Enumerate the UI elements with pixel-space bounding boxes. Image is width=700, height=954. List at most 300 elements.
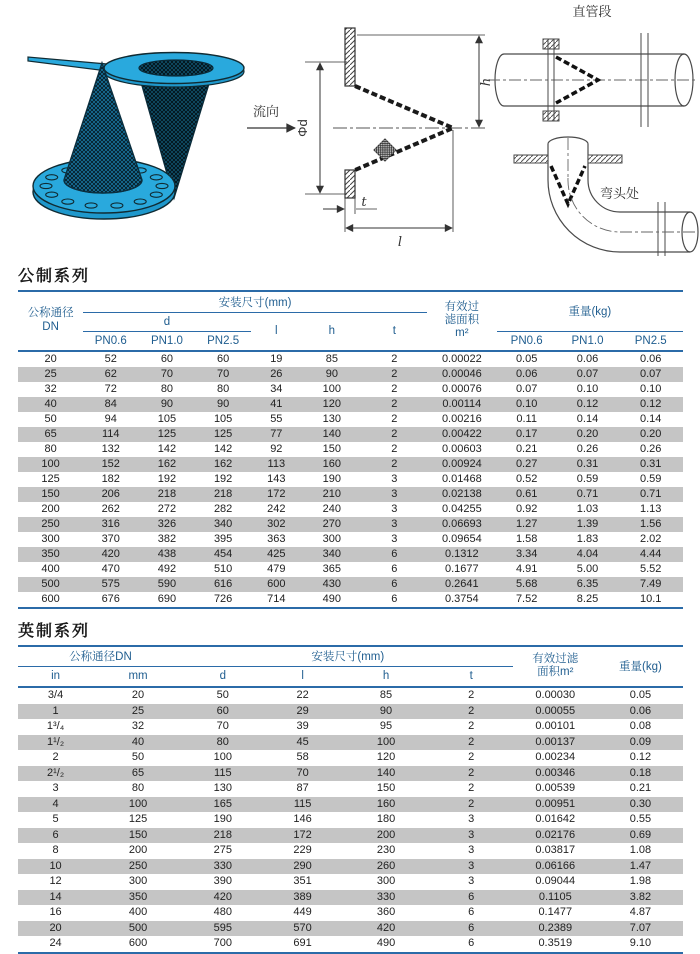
table-cell: 130	[322, 413, 342, 425]
table-row	[18, 874, 683, 890]
table-cell: 6	[468, 890, 475, 903]
table-cell: 3	[391, 473, 398, 485]
table-cell: 1	[52, 704, 59, 717]
table-cell: 0.00076	[441, 383, 482, 395]
table-cell: 0.10	[515, 398, 538, 410]
table-cell: 1.03	[576, 503, 599, 515]
table-cell: 242	[267, 503, 286, 515]
table-cell: 24	[49, 937, 62, 949]
table-cell: 150	[41, 488, 60, 500]
table-cell: 0.69	[629, 828, 652, 841]
table-cell: 676	[101, 593, 120, 605]
table-cell: 100	[41, 458, 60, 470]
table-cell: 470	[101, 563, 120, 575]
table-cell: 162	[213, 458, 233, 470]
table-cell: 92	[270, 443, 283, 455]
table-cell: 0.10	[640, 383, 662, 395]
table-cell: 9.10	[629, 937, 652, 949]
table-cell: 84	[104, 398, 117, 410]
table-cell: 65	[44, 428, 57, 440]
table-cell: 190	[213, 813, 232, 825]
table-row	[18, 797, 683, 813]
table-cell: 0.31	[640, 458, 662, 470]
table-cell: 20	[49, 921, 62, 934]
table-cell: 0.06	[618, 351, 683, 367]
table-cell: 0.26	[640, 443, 662, 455]
table-row	[18, 781, 683, 797]
table-cell: 0.1677	[445, 563, 479, 575]
table-cell: 80	[131, 782, 145, 794]
table-cell: 120	[322, 398, 342, 410]
table-row	[18, 890, 683, 906]
table-cell: 340	[322, 548, 342, 560]
metric-header-dn	[18, 291, 83, 351]
table-cell: 162	[157, 458, 177, 470]
table-cell: 2	[468, 751, 475, 763]
table-cell: 5.00	[576, 563, 599, 575]
table-cell: 132	[101, 443, 120, 455]
metric-header-d-pn25: PN2.5	[207, 334, 240, 347]
table-cell: 150	[128, 828, 148, 841]
table-cell: 0.05	[598, 687, 683, 704]
table-cell: 80	[160, 383, 174, 395]
table-row	[18, 577, 683, 592]
table-cell: 60	[138, 351, 195, 367]
ring-mesh-screen	[139, 60, 213, 76]
table-cell: 691	[293, 937, 312, 949]
table-cell: 60	[216, 704, 229, 717]
table-row	[18, 766, 683, 782]
metric-header-h: h	[328, 325, 336, 337]
table-cell: 3/4	[18, 687, 93, 704]
table-cell: 50	[44, 413, 57, 425]
table-cell: 3	[468, 844, 475, 856]
table-cell: 16	[49, 906, 62, 918]
table-cell: 2¹/₂	[47, 766, 65, 779]
cross-section-drawing	[235, 0, 493, 252]
table-cell: 0.11	[516, 413, 537, 425]
table-cell: 87	[296, 782, 309, 794]
table-cell: 2	[391, 443, 398, 455]
table-row	[18, 547, 683, 562]
table-cell: 210	[322, 488, 342, 500]
table-cell: 0.20	[640, 428, 662, 440]
cone-strainer-illustration	[12, 30, 247, 232]
illustration-band	[0, 0, 700, 258]
metric-header-d-pn10: PN1.0	[150, 334, 183, 347]
table-cell: 1.39	[576, 518, 599, 530]
table-cell: 20	[18, 351, 83, 367]
table-cell: 270	[322, 518, 342, 530]
table-cell: 4.04	[576, 548, 599, 560]
table-cell: 230	[376, 844, 396, 856]
table-cell: 3	[391, 533, 398, 545]
table-cell: 55	[270, 413, 283, 425]
table-cell: 3	[52, 782, 59, 794]
table-cell: 6.35	[576, 578, 599, 590]
table-cell: 95	[379, 720, 393, 732]
table-cell: 39	[296, 720, 309, 732]
flow-direction-label: 流向	[253, 104, 280, 119]
table-cell: 7.52	[515, 593, 538, 605]
table-cell: 10.1	[640, 593, 662, 605]
table-cell: 0.06	[629, 704, 652, 717]
table-row	[18, 487, 683, 502]
table-cell: 1³/₄	[46, 720, 65, 732]
elbow-label: 弯头处	[600, 186, 640, 201]
table-row	[18, 843, 683, 859]
imperial-header-weight: 重量(kg)	[619, 661, 662, 673]
table-cell: 2	[468, 720, 475, 732]
table-cell: 3	[468, 859, 475, 872]
table-cell: 0.00346	[535, 766, 576, 779]
table-row	[18, 921, 683, 937]
table-cell: 0.06	[515, 368, 538, 380]
table-cell: 272	[157, 503, 177, 515]
table-cell: 72	[104, 383, 117, 395]
table-cell: 25	[131, 704, 145, 717]
table-cell: 0.09	[629, 735, 652, 748]
table-cell: 0.21	[515, 443, 538, 455]
table-cell: 7.49	[640, 578, 662, 590]
table-cell: 0.00924	[441, 458, 482, 470]
table-cell: 0.00046	[441, 368, 482, 380]
table-cell: 85	[302, 351, 362, 367]
table-cell: 40	[44, 398, 57, 410]
table-cell: 282	[213, 503, 233, 515]
table-cell: 77	[270, 428, 283, 440]
table-cell: 0.2389	[538, 921, 573, 934]
table-cell: 1.83	[576, 533, 599, 545]
table-cell: 260	[376, 859, 396, 872]
table-cell: 0.14	[640, 413, 662, 425]
table-row	[18, 502, 683, 517]
table-cell: 90	[160, 398, 174, 410]
table-cell: 62	[104, 368, 117, 380]
table-cell: 229	[293, 844, 312, 856]
table-cell: 192	[213, 473, 233, 485]
table-cell: 2	[468, 766, 475, 779]
table-cell: 350	[41, 548, 60, 560]
table-cell: 0.3519	[538, 937, 573, 949]
table-cell: 330	[376, 890, 396, 903]
table-cell: 150	[322, 443, 342, 455]
table-cell: 70	[296, 766, 309, 779]
metric-header-area	[427, 291, 497, 351]
table-cell: 714	[267, 593, 286, 605]
table-cell: 363	[267, 533, 286, 545]
metric-header-w-pn25: PN2.5	[634, 334, 667, 347]
table-cell: 146	[293, 813, 312, 825]
table-cell: 0.14	[576, 413, 599, 425]
table-cell: 100	[128, 797, 148, 810]
metric-header-weight: 重量(kg)	[497, 291, 683, 332]
table-cell: 125	[213, 428, 233, 440]
table-cell: 3	[468, 813, 475, 825]
table-cell: 0.07	[576, 368, 599, 380]
table-cell: 65	[131, 766, 145, 779]
table-cell: 100	[322, 383, 342, 395]
imperial-series-title: 英制系列	[18, 623, 91, 640]
table-cell: 6	[391, 578, 398, 590]
table-row	[18, 859, 683, 875]
imperial-header-t: t	[469, 670, 473, 682]
table-cell: 0.71	[640, 488, 662, 500]
table-cell: 0.07	[640, 368, 662, 380]
table-cell: 160	[376, 797, 396, 810]
table-cell: 0.12	[629, 751, 652, 763]
table-cell: 125	[128, 813, 148, 825]
table-cell: 3.34	[515, 548, 538, 560]
table-cell: 90	[217, 398, 230, 410]
imperial-header-l: l	[301, 670, 304, 682]
table-cell: 0.55	[629, 813, 652, 825]
table-cell: 490	[322, 593, 342, 605]
table-cell: 8.25	[576, 593, 599, 605]
table-cell: 616	[213, 578, 233, 590]
table-cell: 0.00216	[441, 413, 482, 425]
table-row	[18, 427, 683, 442]
table-cell: 2	[391, 368, 398, 380]
metric-header-install: 安装尺寸(mm)	[83, 291, 427, 313]
table-cell: 60	[196, 351, 251, 367]
table-cell: 5.52	[640, 563, 662, 575]
table-row	[18, 735, 683, 751]
table-cell: 4.91	[515, 563, 538, 575]
table-row	[18, 562, 683, 577]
table-cell: 0.06166	[535, 859, 576, 872]
table-cell: 0.18	[629, 766, 652, 779]
table-cell: 206	[101, 488, 120, 500]
table-cell: 438	[157, 548, 177, 560]
table-cell: 250	[41, 518, 60, 530]
table-cell: 80	[216, 735, 229, 748]
table-cell: 600	[128, 937, 148, 949]
table-cell: 1¹/₂	[47, 735, 65, 748]
table-cell: 0.02138	[441, 488, 482, 500]
table-cell: 58	[296, 751, 309, 763]
table-cell: 2	[391, 428, 398, 440]
table-cell: 389	[293, 890, 312, 903]
imperial-header-mm: mm	[128, 670, 148, 682]
imperial-header-d: d	[219, 670, 226, 682]
h-label: h	[479, 77, 494, 87]
table-cell: 600	[41, 593, 60, 605]
table-cell: 105	[213, 413, 233, 425]
table-cell: 0.17	[515, 428, 538, 440]
table-cell: 29	[296, 704, 309, 717]
table-cell: 0.06	[557, 351, 619, 367]
table-cell: 0.92	[515, 503, 538, 515]
table-row	[18, 812, 683, 828]
table-cell: 430	[322, 578, 342, 590]
table-row	[18, 532, 683, 547]
table-cell: 454	[213, 548, 233, 560]
table-cell: 500	[41, 578, 60, 590]
table-cell: 0.09654	[441, 533, 482, 545]
table-cell: 420	[101, 548, 120, 560]
metric-header-area-line3: m²	[455, 327, 469, 340]
table-cell: 340	[213, 518, 233, 530]
table-cell: 590	[157, 578, 177, 590]
table-cell: 300	[322, 533, 342, 545]
table-cell: 140	[322, 428, 342, 440]
table-cell: 0.71	[576, 488, 599, 500]
table-cell: 90	[325, 368, 338, 380]
metric-header-l: l	[275, 325, 278, 337]
table-cell: 25	[44, 368, 57, 380]
imperial-header-h: h	[382, 670, 390, 682]
table-cell: 94	[104, 413, 117, 425]
table-row	[18, 517, 683, 532]
table-cell: 34	[270, 383, 283, 395]
table-cell: 22	[263, 687, 343, 704]
table-cell: 2	[468, 704, 475, 717]
table-cell: 192	[157, 473, 177, 485]
table-cell: 0.00055	[535, 704, 576, 717]
table-cell: 240	[322, 503, 342, 515]
table-cell: 400	[128, 906, 148, 918]
elbow-pipe-diagram	[514, 137, 698, 256]
table-cell: 4	[52, 797, 59, 810]
table-cell: 0.01468	[441, 473, 482, 485]
table-row	[18, 905, 683, 921]
table-cell: 2	[391, 458, 398, 470]
metric-header-dn-line2: DN	[42, 320, 59, 333]
table-row	[18, 397, 683, 412]
metric-header-dn-line1: 公称通径	[27, 307, 74, 320]
table-cell: 70	[160, 368, 174, 380]
table-cell: 700	[213, 937, 232, 949]
table-cell: 2	[391, 398, 398, 410]
table-cell: 479	[267, 563, 286, 575]
table-cell: 0.02176	[535, 828, 576, 841]
table-cell: 0.12	[640, 398, 662, 410]
table-cell: 420	[376, 921, 396, 934]
table-cell: 0.12	[576, 398, 599, 410]
table-cell: 420	[213, 890, 232, 903]
table-cell: 32	[44, 383, 57, 395]
table-cell: 290	[293, 859, 312, 872]
table-cell: 425	[267, 548, 286, 560]
table-row	[18, 704, 683, 720]
table-cell: 302	[267, 518, 286, 530]
table-cell: 190	[322, 473, 342, 485]
table-cell: 115	[293, 797, 312, 810]
imperial-table-body	[18, 687, 683, 953]
metric-header-area-line2: 滤面积	[444, 313, 480, 326]
table-cell: 180	[376, 813, 396, 825]
table-cell: 0.00114	[442, 398, 482, 410]
table-cell: 6	[468, 906, 475, 918]
table-cell: 0.1477	[538, 906, 573, 918]
table-row	[18, 367, 683, 382]
table-cell: 2.02	[640, 533, 662, 545]
table-cell: 20	[93, 687, 183, 704]
table-cell: 2	[362, 351, 427, 367]
table-cell: 26	[270, 368, 283, 380]
table-cell: 0.06693	[441, 518, 482, 530]
imperial-header-area-line2: 面积m²	[537, 666, 574, 678]
table-cell: 0.1312	[445, 548, 479, 560]
table-cell: 0.00022	[427, 351, 497, 367]
table-cell: 5.68	[515, 578, 538, 590]
table-cell: 70	[217, 368, 230, 380]
table-cell: 690	[157, 593, 177, 605]
table-cell: 0.09044	[535, 875, 576, 887]
table-cell: 125	[157, 428, 177, 440]
table-cell: 0.05	[497, 351, 557, 367]
table-cell: 300	[376, 875, 396, 887]
table-cell: 160	[322, 458, 342, 470]
table-cell: 142	[213, 443, 233, 455]
table-row	[18, 936, 683, 953]
table-cell: 150	[376, 782, 396, 794]
table-cell: 2	[468, 782, 475, 794]
table-cell: 140	[376, 766, 396, 779]
table-cell: 165	[213, 797, 232, 810]
table-cell: 218	[213, 488, 233, 500]
table-cell: 152	[101, 458, 120, 470]
metric-header-w-pn06: PN0.6	[510, 334, 543, 347]
table-cell: 0.61	[515, 488, 538, 500]
table-cell: 500	[128, 921, 148, 934]
imperial-header-install: 安装尺寸(mm)	[183, 646, 513, 667]
table-cell: 200	[41, 503, 60, 515]
table-cell: 80	[44, 443, 57, 455]
table-cell: 1.58	[515, 533, 538, 545]
table-cell: 370	[101, 533, 120, 545]
table-cell: 12	[49, 875, 62, 887]
table-cell: 726	[213, 593, 233, 605]
table-cell: 32	[131, 720, 145, 732]
table-cell: 3.82	[629, 890, 652, 903]
flange-section-top	[345, 28, 355, 86]
table-cell: 0.2641	[445, 578, 479, 590]
table-cell: 262	[101, 503, 120, 515]
table-cell: 90	[379, 704, 393, 717]
table-cell: 19	[251, 351, 302, 367]
table-cell: 2	[391, 413, 398, 425]
table-cell: 351	[293, 875, 312, 887]
table-cell: 365	[322, 563, 342, 575]
table-cell: 0.00137	[535, 735, 576, 748]
metric-table	[18, 290, 683, 609]
table-cell: 0.30	[629, 797, 652, 810]
table-cell: 2	[391, 383, 398, 395]
table-cell: 4.87	[629, 906, 652, 918]
table-cell: 142	[157, 443, 177, 455]
table-cell: 3	[391, 488, 398, 500]
straight-section-label: 直管段	[572, 4, 612, 19]
table-row	[18, 719, 683, 735]
table-cell: 3	[391, 503, 398, 515]
elbow-flange	[658, 202, 665, 256]
table-cell: 172	[267, 488, 286, 500]
table-cell: 0.26	[576, 443, 599, 455]
table-cell: 200	[128, 844, 148, 856]
table-row	[18, 351, 683, 367]
imperial-header-area	[513, 646, 598, 687]
mesh-symbol	[374, 139, 397, 162]
table-cell: 113	[267, 458, 286, 470]
table-cell: 52	[83, 351, 138, 367]
table-row	[18, 472, 683, 487]
table-row	[18, 592, 683, 608]
table-cell: 570	[293, 921, 312, 934]
table-cell: 100	[213, 751, 232, 763]
table-cell: 0.01642	[535, 813, 576, 825]
